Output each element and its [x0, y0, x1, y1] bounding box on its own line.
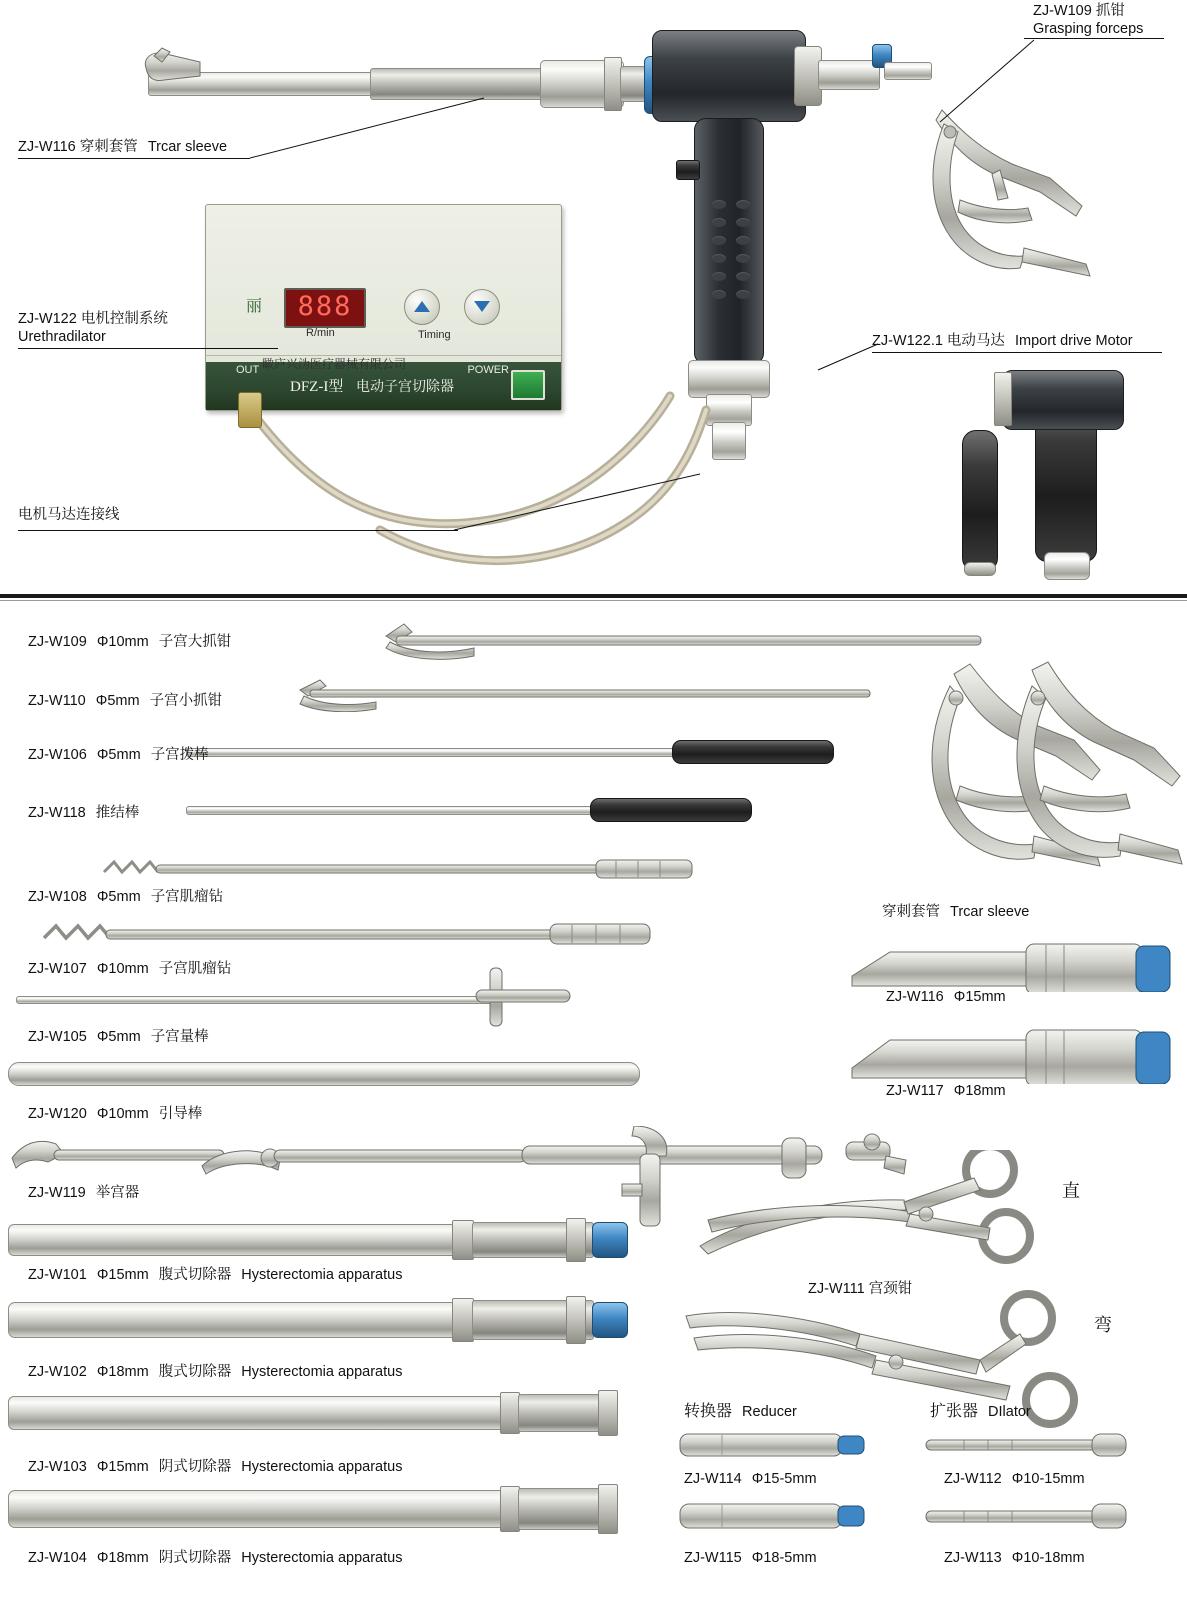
spec-w102: Φ18mm	[96, 1364, 149, 1380]
name-w118: 推结棒	[95, 805, 140, 821]
label-grasping-forceps-cn: ZJ-W109 抓钳	[1033, 3, 1125, 19]
spec-w112: Φ10-15mm	[1011, 1471, 1085, 1487]
spec-w104: Φ18mm	[96, 1550, 149, 1566]
label-w105	[28, 1028, 209, 1046]
trocar-w117	[850, 1018, 1180, 1084]
instrument-w103-tube	[8, 1396, 510, 1430]
out-label: OUT	[236, 364, 260, 376]
power-switch[interactable]	[511, 370, 545, 400]
motor-closeup-ring	[994, 372, 1012, 426]
code-w102: ZJ-W102	[28, 1364, 87, 1380]
code-w118: ZJ-W118	[28, 805, 86, 821]
motor-closeup-body	[1002, 370, 1124, 430]
trocar-group-en: Trcar sleeve	[950, 904, 1030, 920]
trocar-tip-jaw	[140, 46, 220, 96]
instrument-w107	[40, 918, 660, 950]
leader-underline-motor	[872, 352, 1162, 353]
code-w110: ZJ-W110	[28, 693, 86, 709]
label-w111: ZJ-W111 宫颈钳	[808, 1281, 913, 1297]
trocar-group-cn: 穿刺套管	[882, 904, 940, 920]
reducer-heading-cn: 转换器	[684, 1403, 733, 1420]
reducer-w115	[678, 1498, 878, 1534]
w101-ring-a	[452, 1220, 474, 1260]
leader-grasping	[934, 36, 1044, 126]
code-w115: ZJ-W115	[684, 1550, 742, 1566]
name-w102: 腹式切除器	[158, 1364, 232, 1380]
label-reducer-group	[684, 1402, 797, 1422]
leader-cable	[452, 470, 712, 536]
name-w104: 阴式切除器	[158, 1550, 232, 1566]
label-forceps-curved: 弯	[1094, 1315, 1112, 1335]
battery-end-ring	[964, 562, 996, 576]
label-w104	[28, 1549, 402, 1567]
label-w116	[886, 988, 1006, 1006]
label-w112	[944, 1470, 1085, 1488]
instrument-w104-tube	[8, 1490, 510, 1528]
motor-output-shaft	[818, 60, 880, 90]
motor-body	[652, 30, 806, 122]
code-w120: ZJ-W120	[28, 1106, 87, 1122]
spec-w107: Φ10mm	[96, 961, 149, 977]
label-import-motor-cn: ZJ-W122.1 电动马达	[872, 333, 1005, 349]
instrument-w106-handle	[672, 740, 834, 764]
code-w105: ZJ-W105	[28, 1029, 87, 1045]
instrument-w108	[98, 854, 698, 884]
name-w101: 腹式切除器	[158, 1267, 232, 1283]
reducer-heading-en: Reducer	[742, 1404, 797, 1420]
name-w120: 引导棒	[158, 1106, 203, 1122]
code-w107: ZJ-W107	[28, 961, 87, 977]
leader-underline-control	[18, 348, 278, 349]
instrument-w105-handle	[468, 966, 578, 1032]
spec-w108: Φ5mm	[96, 889, 141, 905]
w104-ring-b	[598, 1484, 618, 1534]
device-model-cn: 电动子宫切除器	[356, 378, 454, 394]
label-w120	[28, 1105, 202, 1123]
brand-name: 瞰庐兴沩医疗器械有限公司	[262, 357, 407, 371]
en-w103: Hysterectomia apparatus	[241, 1459, 403, 1475]
label-w114	[684, 1470, 817, 1488]
dilator-w113	[924, 1500, 1144, 1532]
spec-w109: Φ10mm	[96, 634, 149, 650]
code-w103: ZJ-W103	[28, 1459, 87, 1475]
w102-ring-b	[566, 1296, 586, 1344]
shaft-extension	[884, 62, 932, 80]
spec-w120: Φ10mm	[96, 1106, 149, 1122]
label-w107	[28, 960, 231, 978]
label-w115	[684, 1549, 817, 1567]
name-w109: 子宫大抓钳	[158, 634, 232, 650]
motor-grip	[694, 118, 764, 365]
spec-w101: Φ15mm	[96, 1267, 149, 1283]
label-import-motor-en: Import drive Motor	[1014, 333, 1133, 349]
code-w114: ZJ-W114	[684, 1471, 742, 1487]
name-w107: 子宫肌瘤钻	[158, 961, 232, 977]
panel-divider	[0, 594, 1187, 598]
instrument-w109	[378, 620, 998, 664]
rmin-label: R/min	[306, 327, 335, 339]
label-w109	[28, 633, 231, 651]
code-w116: ZJ-W116	[886, 989, 944, 1005]
code-w119: ZJ-W119	[28, 1185, 86, 1201]
trocar-w116	[850, 930, 1180, 992]
spec-w113: Φ10-18mm	[1011, 1550, 1085, 1566]
leader-underline-cable	[18, 530, 458, 531]
brand-logo: 丽	[246, 298, 263, 315]
code-w108: ZJ-W108	[28, 889, 87, 905]
control-box-face	[206, 205, 561, 356]
w103-ring-b	[598, 1390, 618, 1436]
spec-w103: Φ15mm	[96, 1459, 149, 1475]
label-forceps-straight: 直	[1062, 1181, 1080, 1201]
cervical-forceps-straight	[690, 1150, 1090, 1290]
label-w106	[28, 746, 209, 764]
w101-blue-cap	[592, 1222, 628, 1258]
w103-body	[518, 1394, 608, 1432]
leader-underline-trocar	[18, 158, 250, 159]
label-w118	[28, 804, 139, 822]
name-w103: 阴式切除器	[158, 1459, 232, 1475]
label-w113	[944, 1549, 1085, 1567]
w104-ring-a	[500, 1486, 520, 1532]
code-w117: ZJ-W117	[886, 1083, 944, 1099]
label-control-system-en: Urethradilator	[18, 329, 106, 345]
dilator-heading-cn: 扩张器	[930, 1403, 979, 1420]
power-label: POWER	[467, 364, 509, 376]
instrument-w102-tube	[8, 1302, 480, 1338]
instrument-w105-shaft	[16, 996, 496, 1004]
w101-ring-b	[566, 1218, 586, 1262]
code-w104: ZJ-W104	[28, 1550, 87, 1566]
name-w108: 子宫肌瘤钻	[150, 889, 224, 905]
w102-blue-cap	[592, 1302, 628, 1338]
label-trocar-sleeve-cn: ZJ-W116 穿刺套管	[18, 139, 138, 155]
dilator-heading-en: DIlator	[988, 1404, 1031, 1420]
dilator-w112	[924, 1430, 1144, 1460]
name-w105: 子宫量棒	[150, 1029, 209, 1045]
motor-control-box	[205, 204, 562, 411]
name-w106: 子宫拨棒	[150, 747, 209, 763]
motor-closeup-connector	[1044, 552, 1090, 580]
leader-trocar	[248, 96, 498, 164]
forceps-handle-large-2	[1008, 656, 1187, 886]
label-motor-cable: 电机马达连接线	[18, 507, 120, 523]
label-grasping-forceps-en: Grasping forceps	[1033, 21, 1144, 37]
label-w110	[28, 692, 222, 710]
spec-w115: Φ18-5mm	[751, 1550, 817, 1566]
reducer-w114	[678, 1428, 878, 1462]
en-w104: Hysterectomia apparatus	[241, 1550, 403, 1566]
name-w119: 举宫器	[95, 1185, 140, 1201]
label-control-system-cn: ZJ-W122 电机控制系统	[18, 311, 168, 327]
instrument-w101-tube	[8, 1224, 480, 1256]
spec-w114: Φ15-5mm	[751, 1471, 817, 1487]
label-w102	[28, 1363, 402, 1381]
label-w119	[28, 1184, 139, 1202]
name-w110: 子宫小抓钳	[149, 693, 223, 709]
instrument-w120	[8, 1062, 640, 1086]
timing-label: Timing	[418, 329, 451, 341]
w102-ring-a	[452, 1298, 474, 1342]
speed-up-button[interactable]	[404, 289, 440, 325]
code-w106: ZJ-W106	[28, 747, 87, 763]
label-trocar-sleeve-en: Trcar sleeve	[147, 139, 228, 155]
en-w102: Hysterectomia apparatus	[241, 1364, 403, 1380]
label-w101	[28, 1266, 402, 1284]
instrument-w118-handle	[590, 798, 752, 822]
code-w109: ZJ-W109	[28, 634, 87, 650]
device-model: DFZ-I型	[290, 379, 344, 395]
spec-w106: Φ5mm	[96, 747, 141, 763]
spec-w116: Φ15mm	[953, 989, 1006, 1005]
instrument-w110	[296, 676, 896, 712]
label-trocar-group	[882, 903, 1029, 921]
en-w101: Hysterectomia apparatus	[241, 1267, 403, 1283]
code-w101: ZJ-W101	[28, 1267, 87, 1283]
speed-display: 888	[284, 288, 366, 328]
code-w113: ZJ-W113	[944, 1550, 1002, 1566]
spec-w117: Φ18mm	[953, 1083, 1006, 1099]
motor-battery-handle	[962, 430, 998, 572]
label-trocar-sleeve	[18, 138, 227, 156]
speed-down-button[interactable]	[464, 289, 500, 325]
spec-w110: Φ5mm	[95, 693, 140, 709]
leader-underline-grasping	[1024, 38, 1164, 39]
motor-trigger	[676, 160, 700, 180]
spec-w105: Φ5mm	[96, 1029, 141, 1045]
label-dilator-group	[930, 1402, 1031, 1422]
w103-ring-a	[500, 1392, 520, 1434]
label-w108	[28, 888, 223, 906]
label-w117	[886, 1082, 1006, 1100]
w104-body	[518, 1488, 608, 1530]
output-port	[238, 392, 262, 428]
code-w112: ZJ-W112	[944, 1471, 1002, 1487]
label-w103	[28, 1458, 402, 1476]
label-import-motor	[872, 332, 1133, 350]
